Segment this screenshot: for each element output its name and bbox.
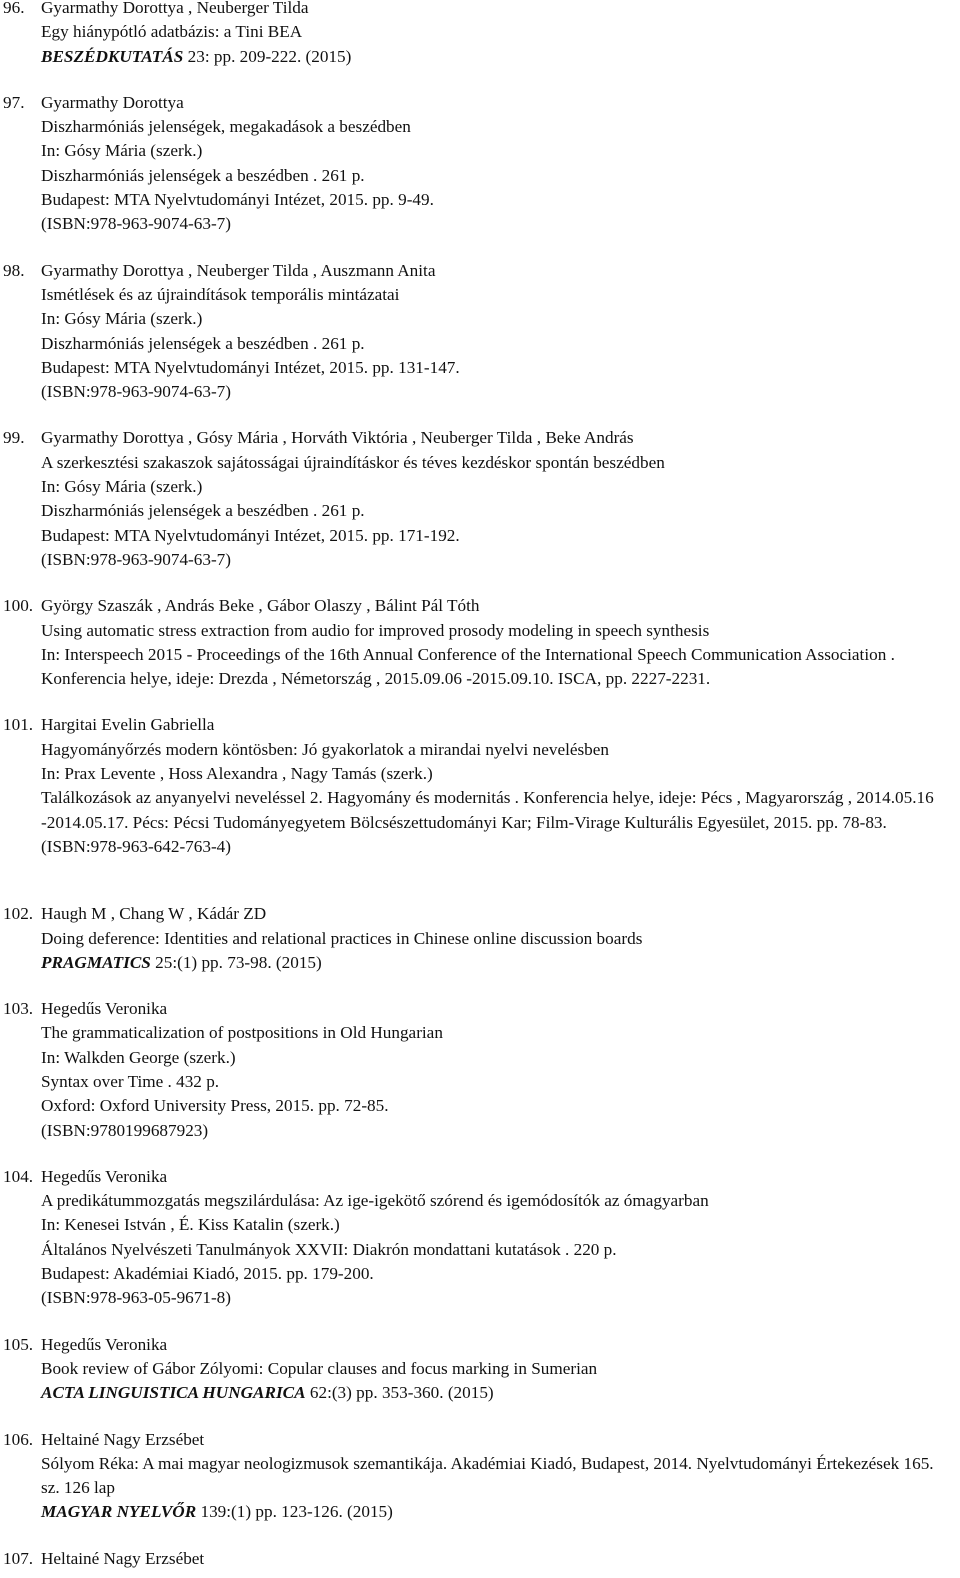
entry-line: In: Interspeech 2015 - Proceedings of the 16th Annual Conference of the International Speech Communication Association . Konferencia helye, ideje: Drezda , Németország , 2015.09.06 -2015.09.10. ISCA, pp. 2227-2231. [41, 644, 895, 689]
entry-line: Egy hiánypótló adatbázis: a Tini BEA [41, 22, 303, 42]
entry-line: Általános Nyelvészeti Tanulmányok XXVII: Diakrón mondattani kutatások . 220 p. [41, 1239, 617, 1259]
journal-citation [41, 951, 952, 975]
publication-entry [0, 91, 960, 237]
entry-line: (ISBN:978-963-9074-63-7) [41, 549, 231, 569]
entry-line: A predikátummozgatás megszilárdulása: Az ige-igekötő szórend és igemódosítók az ómagyarban [41, 1191, 709, 1211]
entry-line: Book review of Gábor Zólyomi: Copular clauses and focus marking in Sumerian [41, 1358, 598, 1378]
publication-entry [0, 0, 960, 69]
entry-line: Gyarmathy Dorottya [41, 92, 184, 112]
journal-citation [41, 1381, 952, 1405]
publication-entry [0, 713, 960, 859]
entry-line: Diszharmóniás jelenségek a beszédben . 261 p. [41, 333, 365, 353]
entry-line: In: Kenesei István , É. Kiss Katalin (szerk.) [41, 1215, 340, 1235]
publication-entry [0, 1428, 960, 1525]
entry-number: 103. [3, 999, 34, 1019]
entry-line: In: Walkden George (szerk.) [41, 1047, 236, 1067]
entry-line: In: Prax Levente , Hoss Alexandra , Nagy Tamás (szerk.) [41, 764, 433, 784]
entry-number: 99. [3, 428, 25, 448]
citation-details: 62:(3) pp. 353-360. (2015) [305, 1383, 494, 1403]
journal-citation [41, 1500, 952, 1524]
entry-line: (ISBN:978-963-9074-63-7) [41, 214, 231, 234]
entry-number: 102. [3, 904, 34, 924]
entry-line: In: Gósy Mária (szerk.) [41, 141, 203, 161]
entry-line: György Szaszák , András Beke , Gábor Olaszy , Bálint Pál Tóth [41, 596, 480, 616]
publication-entry [0, 426, 960, 572]
journal-title: BESZÉDKUTATÁS [41, 46, 184, 66]
entry-line: Hegedűs Veronika [41, 1166, 168, 1186]
entry-line: Diszharmóniás jelenségek a beszédben . 261 p. [41, 501, 365, 521]
entry-number: 100. [3, 596, 34, 616]
entry-number: 97. [3, 92, 25, 112]
entry-line: Hegedűs Veronika [41, 999, 168, 1019]
journal-title: ACTA LINGUISTICA HUNGARICA [41, 1383, 306, 1403]
publication-entry [0, 1547, 960, 1571]
entry-line: (ISBN:978-963-05-9671-8) [41, 1288, 231, 1308]
entry-line: Gyarmathy Dorottya , Gósy Mária , Horváth Viktória , Neuberger Tilda , Beke András [41, 428, 634, 448]
publication-entry [0, 902, 960, 975]
entry-line: Ismétlések és az újraindítások temporális mintázatai [41, 284, 400, 304]
entry-line: The grammaticalization of postpositions in Old Hungarian [41, 1023, 443, 1043]
publication-entry [0, 594, 960, 691]
entry-number: 107. [3, 1548, 34, 1568]
citation-details: 23: pp. 209-222. (2015) [183, 46, 352, 66]
publication-entry [0, 259, 960, 405]
journal-title: PRAGMATICS [41, 952, 151, 972]
entry-line: Gyarmathy Dorottya , Neuberger Tilda [41, 0, 309, 17]
entry-line: Budapest: MTA Nyelvtudományi Intézet, 2015. pp. 9-49. [41, 190, 434, 210]
entry-line: Találkozások az anyanyelvi neveléssel 2. Hagyomány és modernitás . Konferencia helye, ideje: Pécs , Magyarország , 2014.05.16 -2014.05.17. Pécs: Pécsi Tudományegyetem Bölcsészettudományi Kar; Film-Virage Kulturális Egyesület, 2015. pp. 78-83. [41, 788, 934, 832]
entry-line: (ISBN:978-963-9074-63-7) [41, 382, 231, 402]
citation-details: 139:(1) pp. 123-126. (2015) [196, 1502, 393, 1522]
publication-entry [0, 1165, 960, 1311]
entry-line: In: Gósy Mária (szerk.) [41, 477, 203, 497]
entry-number: 105. [3, 1334, 34, 1354]
entry-number: 96. [3, 0, 25, 17]
entry-line: Using automatic stress extraction from audio for improved prosody modeling in speech synthesis [41, 620, 710, 640]
entry-line: Budapest: MTA Nyelvtudományi Intézet, 2015. pp. 131-147. [41, 357, 460, 377]
citation-details: 25:(1) pp. 73-98. (2015) [150, 952, 322, 972]
entry-line: Hagyományőrzés modern köntösben: Jó gyakorlatok a mirandai nyelvi nevelésben [41, 739, 609, 759]
entry-line: (ISBN:9780199687923) [41, 1120, 209, 1140]
entry-line: Budapest: Akadémiai Kiadó, 2015. pp. 179-200. [41, 1264, 374, 1284]
entry-line: Gyarmathy Dorottya , Neuberger Tilda , Auszmann Anita [41, 260, 436, 280]
publication-entry [0, 1333, 960, 1406]
entry-line: Haugh M , Chang W , Kádár ZD [41, 904, 267, 924]
entry-line: Hegedűs Veronika [41, 1334, 168, 1354]
entry-line: Sólyom Réka: A mai magyar neologizmusok szemantikája. Akadémiai Kiadó, Budapest, 2014. Nyelvtudományi Értekezések 165. sz. 126 lap [41, 1453, 934, 1498]
entry-line: Hargitai Evelin Gabriella [41, 715, 215, 735]
entry-line: Budapest: MTA Nyelvtudományi Intézet, 2015. pp. 171-192. [41, 525, 460, 545]
entry-line: Diszharmóniás jelenségek, megakadások a beszédben [41, 117, 411, 137]
entry-line: Heltainé Nagy Erzsébet [41, 1429, 205, 1449]
entry-line: A szerkesztési szakaszok sajátosságai újraindításkor és téves kezdéskor spontán beszédben [41, 452, 665, 472]
entry-number: 101. [3, 715, 34, 735]
entry-line: In: Gósy Mária (szerk.) [41, 309, 203, 329]
entry-number: 104. [3, 1166, 34, 1186]
entry-line: Oxford: Oxford University Press, 2015. pp. 72-85. [41, 1096, 389, 1116]
entry-number: 98. [3, 260, 25, 280]
entry-line: Heltainé Nagy Erzsébet [41, 1548, 205, 1568]
journal-citation [41, 45, 952, 69]
entry-line: Diszharmóniás jelenségek a beszédben . 261 p. [41, 165, 365, 185]
entry-line: Syntax over Time . 432 p. [41, 1071, 220, 1091]
journal-title: MAGYAR NYELVŐR [41, 1502, 197, 1522]
entry-line: (ISBN:978-963-642-763-4) [41, 836, 231, 856]
entry-number: 106. [3, 1429, 34, 1449]
entry-line: Doing deference: Identities and relational practices in Chinese online discussion boards [41, 928, 643, 948]
publication-entry [0, 997, 960, 1143]
